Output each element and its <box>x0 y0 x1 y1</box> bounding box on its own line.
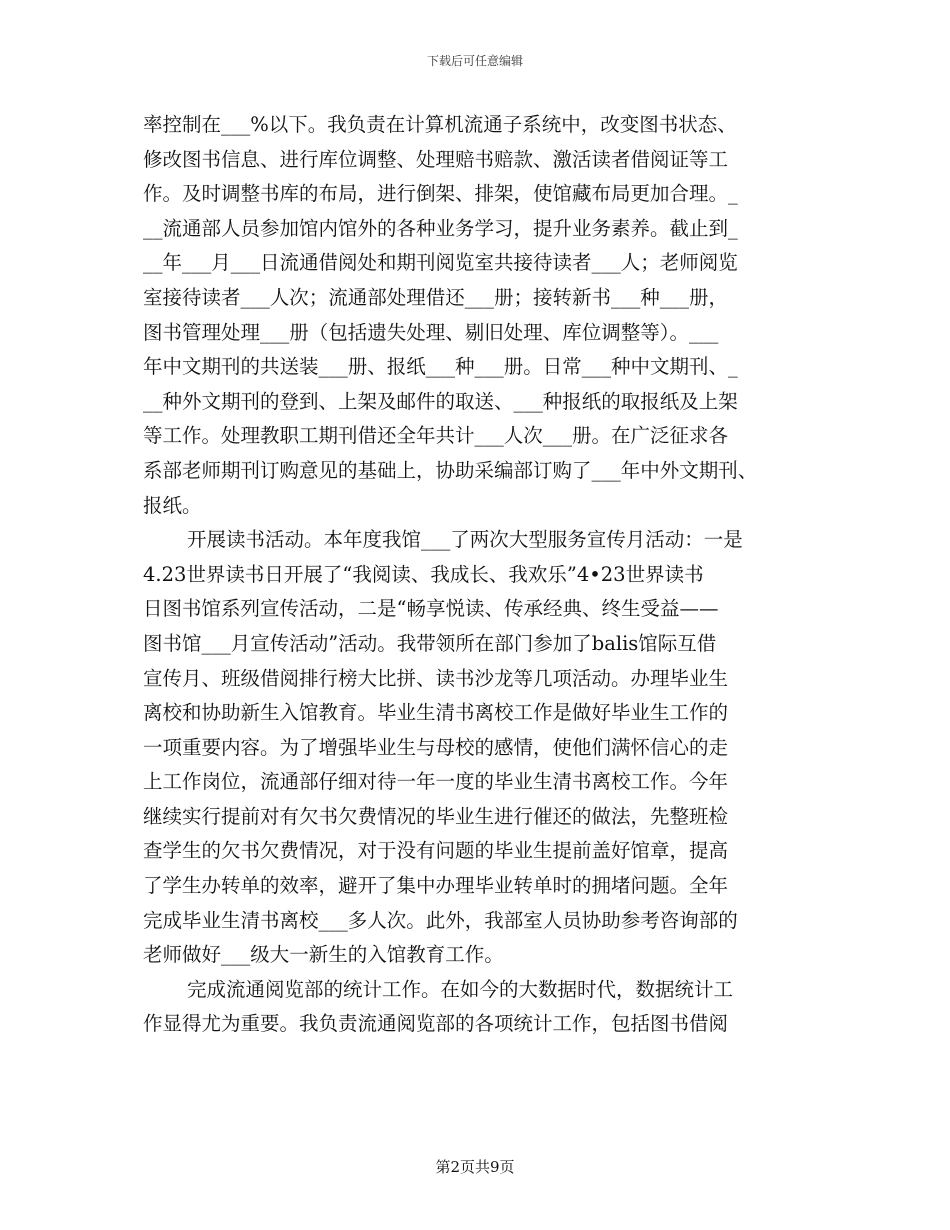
text-line: 日图书馆系列宣传活动，二是“畅享悦读、传承经典、终生受益—— <box>143 597 719 621</box>
text-line: 图书馆___月宣传活动”活动。我带领所在部门参加了balis馆际互借 <box>143 631 717 655</box>
text-line: 宣传月、班级借阅排行榜大比拼、读书沙龙等几项活动。办理毕业生 <box>143 666 729 690</box>
paragraph-start-line: 开展读书活动。本年度我馆___了两次大型服务宣传月活动：一是 <box>187 528 743 552</box>
text-line: __种外文期刊的登到、上架及邮件的取送、___种报纸的取报纸及上架 <box>143 389 738 413</box>
text-line: 老师做好___级大一新生的入馆教育工作。 <box>143 943 504 967</box>
text-line: 系部老师期刊订购意见的基础上，协助采编部订购了___年中外文期刊、 <box>143 458 758 482</box>
text-line: 完成毕业生清书离校___多人次。此外，我部室人员协助参考咨询部的 <box>143 908 738 932</box>
page-header-note: 下载后可任意编辑 <box>426 54 523 68</box>
text-line: 室接待读者___人次；流通部处理借还___册；接转新书___种___册， <box>143 285 729 309</box>
text-line: 查学生的欠书欠费情况，对于没有问题的毕业生提前盖好馆章，提高 <box>143 839 729 863</box>
text-line: 率控制在___%以下。我负责在计算机流通子系统中，改变图书状态、 <box>143 113 737 136</box>
text-line: 报纸。 <box>143 493 202 517</box>
text-line: __流通部人员参加馆内馆外的各种业务学习，提升业务素养。截止到_ <box>143 216 738 240</box>
text-line: 离校和协助新生入馆教育。毕业生清书离校工作是做好毕业生工作的 <box>143 701 729 725</box>
text-line: 继续实行提前对有欠书欠费情况的毕业生进行催还的做法，先整班检 <box>143 804 729 828</box>
text-line: 等工作。处理教职工期刊借还全年共计___人次___册。在广泛征求各 <box>143 424 729 448</box>
text-line: 年中文期刊的共送装___册、报纸___种___册。日常___种中文期刊、_ <box>143 355 738 379</box>
text-line: 作显得尤为重要。我负责流通阅览部的各项统计工作，包括图书借阅 <box>143 1012 729 1036</box>
text-line: 图书管理处理___册（包括遗失处理、剔旧处理、库位调整等）。___ <box>143 320 719 344</box>
document-body <box>143 108 811 1042</box>
text-line: 了学生办转单的效率，避开了集中办理毕业转单时的拥堵问题。全年 <box>143 874 729 898</box>
page-number-footer: 第2页共9页 <box>435 1158 515 1176</box>
text-line: 作。及时调整书库的布局，进行倒架、排架，使馆藏布局更加合理。_ <box>143 182 738 206</box>
text-line: 修改图书信息、进行库位调整、处理赔书赔款、激活读者借阅证等工 <box>143 147 729 171</box>
text-line: 4.23世界读书日开展了“我阅读、我成长、我欢乐”4•23世界读书 <box>143 562 704 586</box>
paragraph-start-line: 完成流通阅览部的统计工作。在如今的大数据时代，数据统计工 <box>187 977 734 1001</box>
text-line: 一项重要内容。为了增强毕业生与母校的感情，使他们满怀信心的走 <box>143 735 729 759</box>
text-line: 上工作岗位，流通部仔细对待一年一度的毕业生清书离校工作。今年 <box>143 770 729 794</box>
text-line: __年___月___日流通借阅处和期刊阅览室共接待读者___人；老师阅览 <box>143 251 738 275</box>
